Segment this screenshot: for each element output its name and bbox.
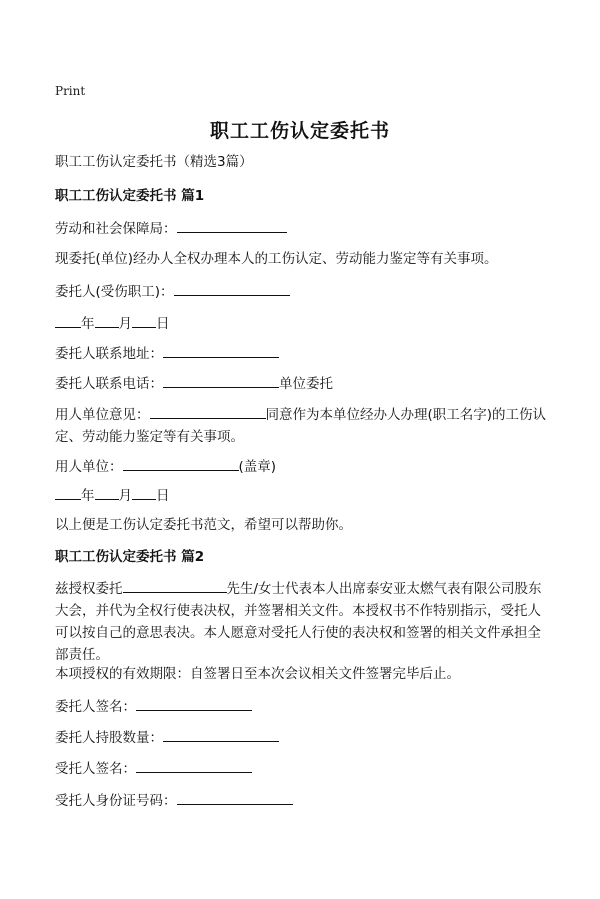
s2-principal-sign-label: 委托人签名： <box>55 699 136 715</box>
s2-agent-sign-line <box>55 758 252 779</box>
s2-principal-sign-blank <box>136 696 252 711</box>
s2-agent-sign-label: 受托人签名： <box>55 761 136 777</box>
month-blank <box>95 313 119 328</box>
s2-shares-label: 委托人持股数量： <box>55 730 163 746</box>
s2-shares-blank <box>163 727 279 742</box>
s1-employer-opinion-text: 同意作为本单位经办人办理(职工名字)的工伤认定、劳动能力鉴定等有关事项。 <box>55 407 547 445</box>
s1-phone-suffix: 单位委托 <box>279 376 333 392</box>
s1-address-line <box>55 343 279 364</box>
year-blank <box>55 313 81 328</box>
s2-agent-id-blank <box>177 790 293 805</box>
year-label: 年 <box>81 488 95 504</box>
s1-bureau-blank <box>177 218 287 233</box>
s2-authorization-label: 兹授权委托 <box>55 581 123 597</box>
s2-agent-sign-blank <box>136 758 252 773</box>
s1-employer-label: 用人单位： <box>55 459 123 475</box>
s2-authorization-paragraph <box>55 578 550 666</box>
month-blank <box>95 485 119 500</box>
s1-bureau-line <box>55 218 287 239</box>
s1-principal-line <box>55 281 290 302</box>
s2-validity-text: 本项授权的有效期限：自签署日至本次会议相关文件签署完毕后止。 <box>55 666 460 682</box>
s1-address-label: 委托人联系地址： <box>55 346 163 362</box>
s1-employer-opinion-label: 用人单位意见： <box>55 407 150 423</box>
s1-date-line-1 <box>55 313 170 334</box>
section1-heading: 职工工伤认定委托书 篇1 <box>55 188 205 204</box>
s1-bureau-label: 劳动和社会保障局： <box>55 221 177 237</box>
document-subtitle: 职工工伤认定委托书（精选3篇） <box>55 154 253 170</box>
year-blank <box>55 485 81 500</box>
s1-phone-line <box>55 373 333 394</box>
s2-shares-line <box>55 727 279 748</box>
s1-employer-line <box>55 456 276 477</box>
s1-closing-text: 以上便是工伤认定委托书范文，希望可以帮助你。 <box>55 517 352 533</box>
s1-employer-opinion <box>55 404 550 448</box>
s1-employer-blank <box>123 456 239 471</box>
s1-seal-label: (盖章) <box>238 459 277 475</box>
s2-agent-id-label: 受托人身份证号码： <box>55 793 177 809</box>
month-label: 月 <box>118 488 132 504</box>
month-label: 月 <box>118 316 132 332</box>
s2-authorization-text: 先生/女士代表本人出席泰安亚太燃气表有限公司股东大会，并代为全权行使表决权，并签署相关文件。本授权书不作特别指示，受托人可以按自己的意思表决。本人愿意对受托人行使的表决权和签署的相关文件承担全部责任。 <box>55 581 542 663</box>
s1-phone-blank <box>163 373 279 388</box>
print-label[interactable]: Print <box>55 84 86 98</box>
s2-principal-sign-line <box>55 696 252 717</box>
day-blank <box>132 313 156 328</box>
s1-address-blank <box>163 343 279 358</box>
s1-date-line-2 <box>55 485 170 506</box>
document-title: 职工工伤认定委托书 <box>209 120 390 142</box>
day-label: 日 <box>156 488 170 504</box>
s1-employer-opinion-blank <box>150 404 266 419</box>
s2-authorization-blank <box>123 578 227 593</box>
s1-principal-label: 委托人(受伤职工)： <box>55 284 174 300</box>
section2-heading: 职工工伤认定委托书 篇2 <box>55 549 205 565</box>
day-label: 日 <box>156 316 170 332</box>
s1-phone-label: 委托人联系电话： <box>55 376 163 392</box>
day-blank <box>132 485 156 500</box>
year-label: 年 <box>81 316 95 332</box>
s2-agent-id-line <box>55 790 293 811</box>
s1-principal-blank <box>174 281 290 296</box>
s1-entrust-text: 现委托(单位)经办人全权办理本人的工伤认定、劳动能力鉴定等有关事项。 <box>55 251 498 267</box>
